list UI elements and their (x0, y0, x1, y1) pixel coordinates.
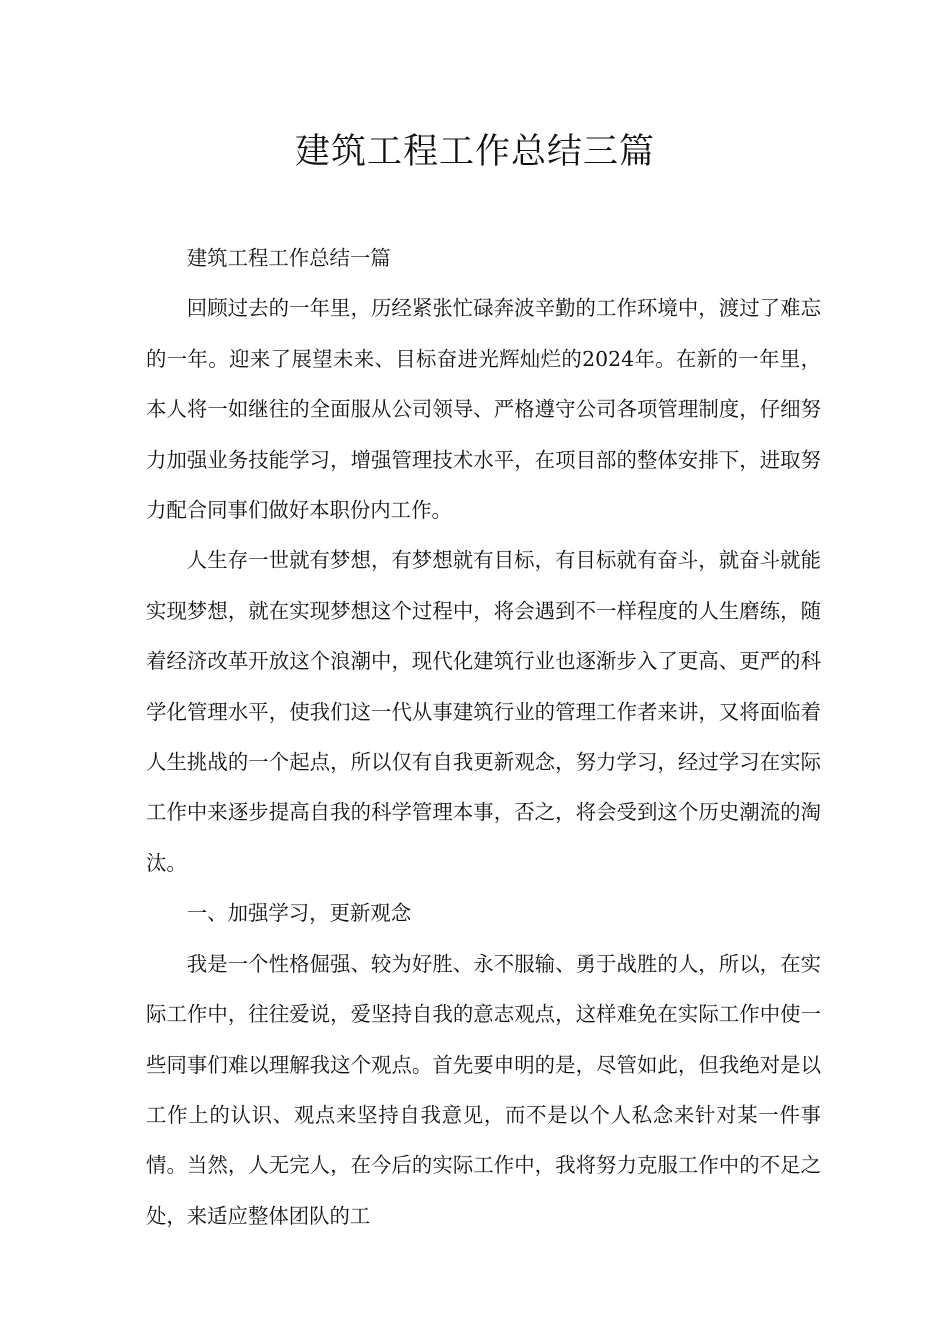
subheading-study: 一、加强学习，更新观念 (186, 901, 412, 926)
section-title: 建筑工程工作总结一篇 (186, 246, 391, 270)
document-title: 建筑工程工作总结三篇 (294, 132, 655, 172)
paragraph-dreams: 人生存一世就有梦想，有梦想就有目标，有目标就有奋斗，就奋斗就能实现梦想，就在实现梦想这个过程中，将会遇到不一样程度的人生磨练，随着经济改革开放这个浪潮中，现代化建筑行业也逐渐步入了更高、更严的科学化管理水平，使我们这一代从事建筑行业的管理工作者来讲，又将面临着人生挑战的一个起点，所以仅有自我更新观念，努力学习，经过学习在实际工作中来逐步提高自我的科学管理本事，否之，将会受到这个历史潮流的淘汰。 (146, 548, 821, 875)
paragraph-character: 我是一个性格倔强、较为好胜、永不服输、勇于战胜的人，所以，在实际工作中，往往爱说，爱坚持自我的意志观点，这样难免在实际工作中使一些同事们难以理解我这个观点。首先要申明的是，尽管如此，但我绝对是以工作上的认识、观点来坚持自我意见，而不是以个人私念来针对某一件事情。当然，人无完人，在今后的实际工作中，我将努力克服工作中的不足之处，来适应整体团队的工 (146, 951, 821, 1228)
paragraph-review: 回顾过去的一年里，历经紧张忙碌奔波辛勤的工作环境中，渡过了难忘的一年。迎来了展望未来、目标奋进光辉灿烂的2024年。在新的一年里，本人将一如继往的全面服从公司领导、严格遵守公司各项管理制度，仔细努力加强业务技能学习，增强管理技术水平，在项目部的整体安排下，进取努力配合同事们做好本职份内工作。 (146, 296, 821, 523)
document-body (146, 233, 821, 1241)
